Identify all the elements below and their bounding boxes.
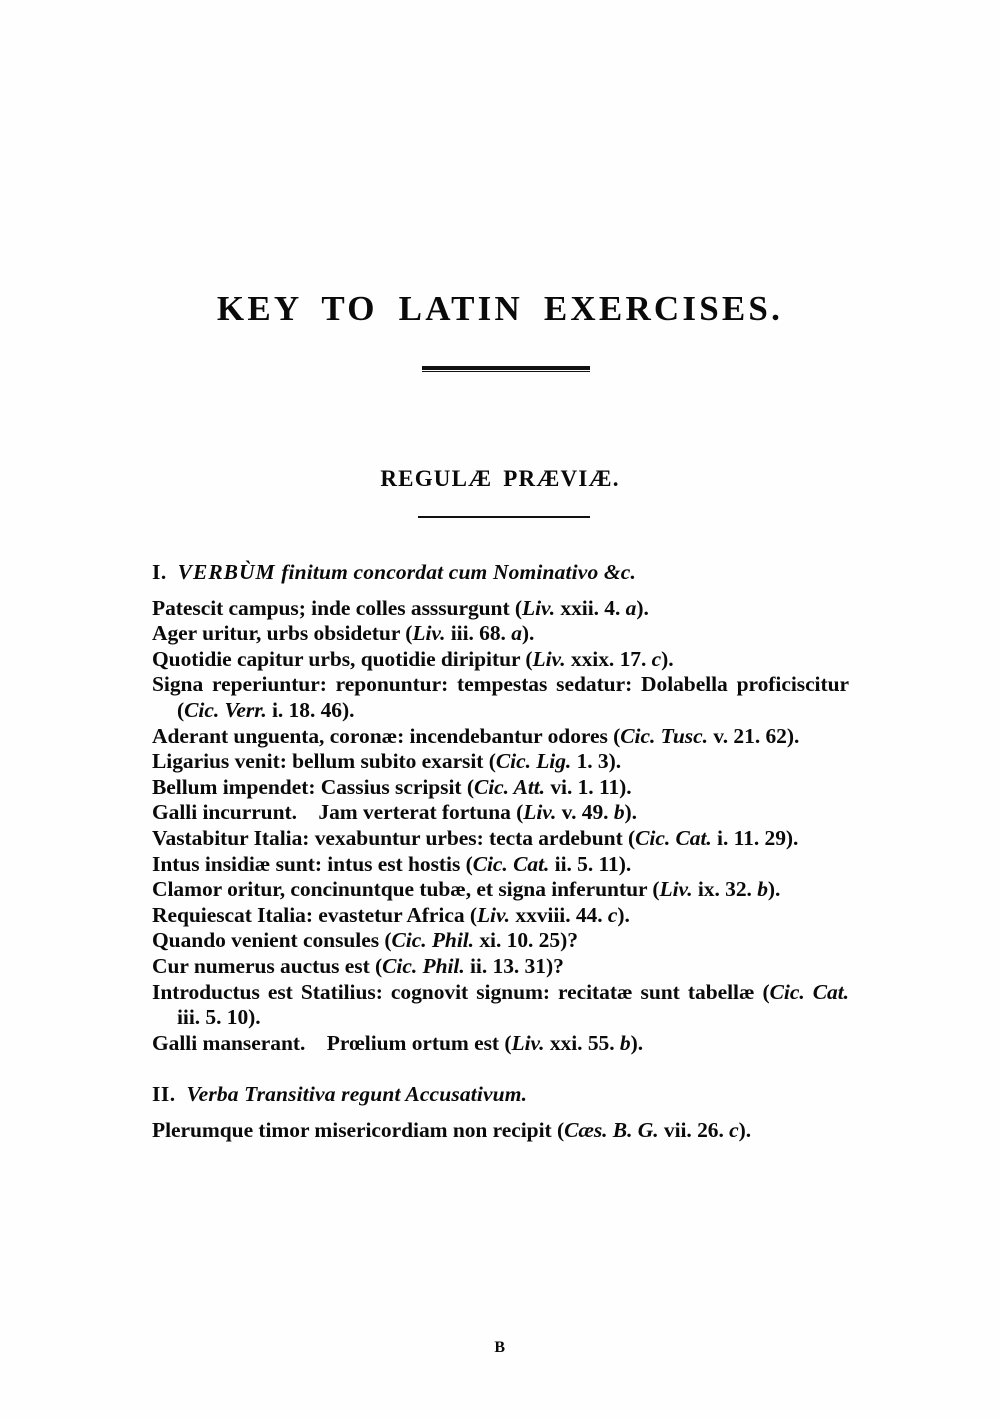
sentence-text: Signa reperiuntur: reponuntur: tempestas sedatur: Dolabella proficiscitur ( (152, 672, 849, 722)
text-block (152, 560, 849, 1143)
citation-source: Liv. (522, 595, 556, 620)
citation-reference: xxi. 55. (544, 1030, 620, 1055)
example-sentence (152, 672, 849, 723)
citation-close: ). (248, 1005, 261, 1030)
citation-letter: a (625, 595, 637, 620)
citation-close: ). (608, 749, 622, 774)
example-sentence (152, 647, 849, 673)
sentence-text: Ligarius venit: bellum subito exarsit ( (152, 749, 496, 774)
citation-reference: xi. 10. 25 (474, 928, 561, 953)
citation-source: Cic. Phil. (382, 953, 465, 978)
example-sentence (152, 954, 849, 980)
sentence-text: Patescit campus; inde colles asssurgunt ( (152, 595, 523, 620)
citation-source: Liv. (476, 902, 510, 927)
rule-statement-text: finitum concordat cum Nominativo &c. (281, 560, 636, 584)
sentence-text: Galli manserant. Prœlium ortum est ( (152, 1030, 512, 1055)
rule-statement-text: Verba Transitiva regunt Accusativum. (186, 1082, 528, 1107)
citation-source: Cic. Verr. (184, 697, 267, 722)
example-sentence (152, 980, 849, 1031)
citation-close: ). (767, 877, 781, 902)
swelled-rule-divider (422, 366, 590, 372)
citation-source: Liv. (511, 1030, 545, 1055)
sentence-text: Clamor oritur, concinuntque tubæ, et signa inferuntur ( (152, 877, 660, 902)
citation-letter: c (729, 1117, 739, 1142)
example-sentence (152, 724, 849, 750)
page-title: KEY TO LATIN EXERCISES. (216, 289, 784, 329)
signature-mark: B (494, 1339, 506, 1356)
example-sentence (152, 1118, 849, 1144)
citation-close: ). (342, 697, 355, 722)
sentence-text: Intus insidiæ sunt: intus est hostis ( (152, 851, 473, 876)
citation-letter: c (607, 902, 618, 927)
sentence-text: Quando venient consules ( (152, 928, 392, 953)
citation-reference: ii. 5. 11 (549, 851, 619, 876)
citation-source: Liv. (412, 621, 446, 646)
sentence-text: Cur numerus auctus est ( (152, 953, 383, 978)
citation-reference: v. 21. 62 (707, 723, 787, 748)
citation-source: Liv. (659, 877, 693, 902)
citation-reference: i. 18. 46 (266, 697, 343, 722)
citation-reference: vii. 26. (658, 1117, 730, 1142)
sentence-text: Ager uritur, urbs obsidetur ( (152, 621, 413, 646)
citation-source: Cic. Cat. (769, 979, 849, 1004)
sentence-text: Galli incurrunt. Jam verterat fortuna ( (152, 800, 524, 825)
citation-source: Cic. Att. (473, 774, 545, 799)
rule-number: II. (152, 1082, 176, 1107)
citation-letter: c (651, 646, 662, 671)
sentence-text: Introductus est Statilius: cognovit signum: recitatæ sunt tabellæ ( (152, 979, 770, 1004)
example-sentence (152, 877, 849, 903)
citation-close: )? (560, 928, 578, 953)
rule-heading (152, 1082, 849, 1108)
thin-rule-divider (418, 516, 590, 518)
citation-letter: a (511, 621, 522, 646)
citation-close: ). (661, 646, 674, 671)
citation-close: ). (618, 851, 632, 876)
citation-reference: ix. 32. (692, 877, 758, 902)
citation-source: Cic. Lig. (495, 749, 572, 774)
citation-reference: vi. 1. 11 (545, 774, 620, 799)
section-heading: REGULÆ PRÆVIÆ. (380, 466, 620, 492)
citation-close: )? (545, 953, 564, 978)
citation-reference: i. 11. 29 (711, 825, 786, 850)
rule-heading-gap (152, 1108, 849, 1118)
citation-close: ). (636, 595, 649, 620)
example-sentence (152, 775, 849, 801)
rule-number: I. (152, 560, 167, 584)
sentence-text: Vastabitur Italia: vexabuntur urbes: tecta ardebunt ( (152, 825, 636, 850)
example-sentence (152, 621, 849, 647)
citation-reference: v. 49. (556, 800, 614, 825)
citation-close: ). (617, 902, 630, 927)
example-sentence (152, 826, 849, 852)
citation-reference: xxviii. 44. (510, 902, 608, 927)
example-sentence (152, 903, 849, 929)
citation-letter: b (619, 1030, 631, 1055)
citation-source: Liv. (532, 646, 566, 671)
sentence-text: Aderant unguenta, coronæ: incendebantur odores ( (152, 723, 621, 748)
citation-close: ). (630, 1030, 644, 1055)
citation-source: Cic. Cat. (472, 851, 550, 876)
citation-reference: xxix. 17. (565, 646, 652, 671)
citation-source: Cæs. B. G. (564, 1117, 659, 1142)
citation-reference: ii. 13. 31 (464, 953, 546, 978)
sentence-text: Bellum impendet: Cassius scripsit ( (152, 774, 474, 799)
citation-source: Cic. Phil. (391, 928, 475, 953)
citation-close: ). (619, 774, 632, 799)
citation-reference: iii. 5. 10 (177, 1005, 249, 1030)
citation-close: ). (738, 1117, 752, 1142)
sentence-text: Quotidie capitur urbs, quotidie diripitur ( (152, 646, 533, 671)
rule-section-spacer (152, 1056, 849, 1082)
citation-reference: 1. 3 (571, 749, 609, 774)
citation-reference: xxii. 4. (555, 595, 626, 620)
citation-letter: b (757, 877, 768, 902)
example-sentence (152, 749, 849, 775)
citation-letter: b (613, 800, 625, 825)
example-sentence (152, 928, 849, 954)
citation-close: ). (786, 723, 800, 748)
citation-close: ). (521, 621, 535, 646)
rule-heading-gap (152, 586, 849, 596)
sentence-text: Plerumque timor misericordiam non recipit ( (152, 1117, 565, 1142)
sentence-text: Requiescat Italia: evastetur Africa ( (152, 902, 477, 927)
citation-close: ). (624, 800, 637, 825)
example-sentence (152, 852, 849, 878)
citation-close: ). (785, 825, 799, 850)
example-sentence (152, 800, 849, 826)
citation-source: Liv. (523, 800, 557, 825)
citation-reference: iii. 68. (445, 621, 512, 646)
rule-heading (152, 560, 849, 586)
citation-source: Cic. Cat. (635, 825, 712, 850)
citation-source: Cic. Tusc. (620, 723, 708, 748)
rule-statement-caps: VERBÙM (177, 560, 276, 584)
example-sentence (152, 1031, 849, 1057)
example-sentence (152, 596, 849, 622)
